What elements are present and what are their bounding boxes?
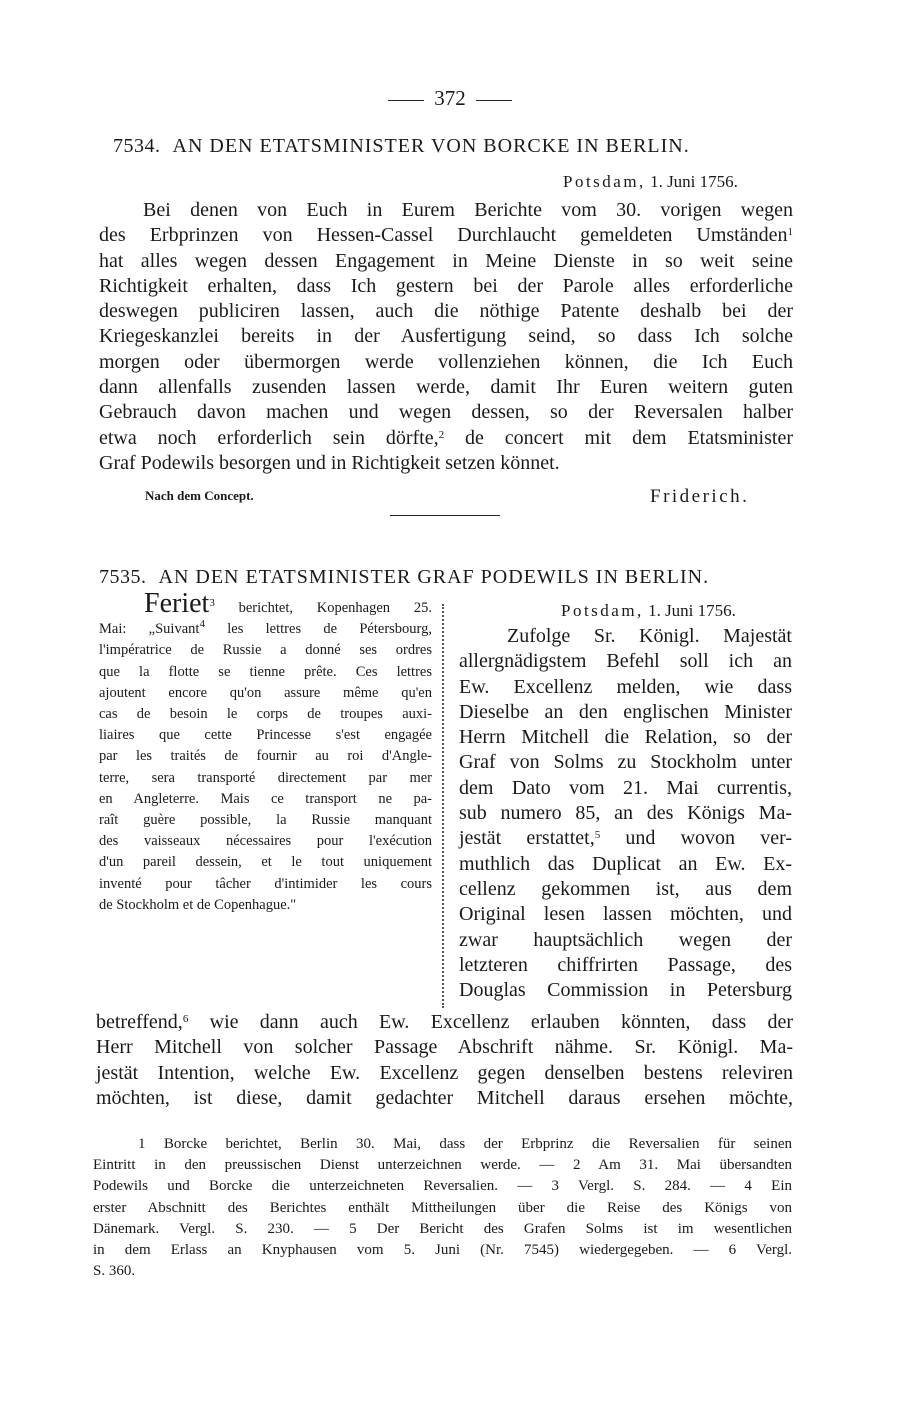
letter2-heading: [99, 566, 709, 589]
letter1-line-11: Graf Podewils besorgen und in Richtigkeit setzen könnet.: [99, 451, 560, 474]
summary-line-12: des vaisseaux nécessaires pour l'exécution: [99, 833, 432, 850]
letter1-line-5: deswegen publiciren lassen, auch die nöthige Patente deshalb bei der: [99, 300, 793, 323]
letter1-dateline: Potsdam, 1. Juni 1756.: [563, 172, 738, 191]
right-line-5: Herrn Mitchell die Relation, so der: [459, 726, 792, 749]
letter1-line-2: des Erbprinzen von Hessen-Cassel Durchlaucht gemeldeten Umständen$^1$: [99, 224, 793, 247]
right-line-15: Douglas Commission in Petersburg: [459, 979, 792, 1002]
footnotes: [93, 1134, 792, 1282]
right-line-14: letzteren chiffrirten Passage, des: [459, 953, 792, 976]
summary-line-13: d'un pareil dessein, et le tout uniquement: [99, 854, 432, 871]
summary-line-4: que la flotte se tienne prête. Ces lettres: [99, 663, 432, 680]
footnote-line-1: 1 Borcke berichtet, Berlin 30. Mai, dass der Erbprinz die Reversalien für seinen: [138, 1136, 792, 1152]
summary-line-9: terre, sera transporté directement par mer: [99, 769, 432, 786]
letter2-continuation: [96, 1010, 793, 1111]
letter2-right-column: [459, 624, 792, 1003]
right-line-12: Original lesen lassen möchten, und: [459, 903, 792, 926]
page-number: 372: [0, 86, 900, 111]
right-line-2: allergnädigstem Befehl soll ich an: [459, 650, 792, 673]
letter1-number: 7534.: [113, 135, 161, 157]
page-number-dash-right: [476, 100, 512, 101]
footnote-ref-1: 1: [787, 226, 793, 239]
summary-line-5: ajoutent encore qu'on assure même qu'en: [99, 684, 432, 701]
footnote-line-7: S. 360.: [93, 1263, 136, 1280]
letter1-line-1: Bei denen von Euch in Eurem Berichte vom 30. vorigen wegen: [143, 199, 793, 221]
full-line-3: jestät Intention, welche Ew. Excellenz gegen denselben bestens releviren: [96, 1061, 793, 1084]
right-line-1: Zufolge Sr. Königl. Majestät: [507, 625, 792, 647]
letter1-line-7: morgen oder übermorgen werde vollenziehen können, die Ich Euch: [99, 350, 793, 373]
summary-line-15: de Stockholm et de Copenhague.": [99, 896, 297, 913]
right-line-7: dem Dato vom 21. Mai currentis,: [459, 776, 792, 799]
right-line-11: cellenz gekommen ist, aus dem: [459, 877, 792, 900]
right-line-4: Dieselbe an den englischen Minister: [459, 700, 792, 723]
footnote-line-3: Podewils und Borcke die unterzeichneten Reversalien. — 3 Vergl. S. 284. — 4 Ein: [93, 1178, 792, 1195]
summary-line-6: cas de besoin le corps de troupes auxi-: [99, 706, 432, 723]
summary-line-3: l'impératrice de Russie a donné ses ordres: [99, 642, 432, 659]
report-summary-column: [99, 588, 432, 916]
letter2-title: AN DEN ETATSMINISTER GRAF PODEWILS IN BERLIN.: [158, 566, 710, 588]
column-divider: [442, 604, 444, 1008]
letter1-body: [99, 198, 793, 476]
right-line-8: sub numero 85, an des Königs Ma-: [459, 802, 792, 825]
right-line-3: Ew. Excellenz melden, wie dass: [459, 675, 792, 698]
footnote-line-6: in dem Erlass an Knyphausen vom 5. Juni (Nr. 7545) wiedergegeben. — 6 Vergl.: [93, 1242, 792, 1259]
letter1-line-3: hat alles wegen dessen Engagement in Meine Dienste in so weit seine: [99, 249, 793, 272]
footnote-line-5: Dänemark. Vergl. S. 230. — 5 Der Bericht des Grafen Solms ist im wesentlichen: [93, 1220, 792, 1237]
footnote-line-2: Eintritt in den preussischen Dienst unterzeichnen werde. — 2 Am 31. Mai übersandten: [93, 1157, 792, 1174]
summary-line-14: inventé pour tâcher d'intimider les cours: [99, 875, 432, 892]
full-line-4: möchten, ist diese, damit gedachter Mitchell daraus ersehen möchte,: [96, 1086, 793, 1109]
section-divider: [390, 515, 500, 516]
letter1-title: AN DEN ETATSMINISTER VON BORCKE IN BERLIN.: [172, 135, 690, 157]
letter1-line-6: Kriegeskanzlei bereits in der Ausfertigung seind, so dass Ich solche: [99, 325, 793, 348]
letter1-heading: [113, 135, 690, 158]
summary-line-10: en Angleterre. Mais ce transport ne pa-: [99, 790, 432, 807]
letter1-line-8: dann allenfalls zusenden lassen werde, damit Ihr Euren weitern guten: [99, 376, 793, 399]
source-note: Nach dem Concept.: [145, 488, 254, 503]
letter1-line-4: Richtigkeit erhalten, dass Ich gestern bei der Parole alles erforderliche: [99, 274, 793, 297]
footnote-line-4: erster Abschnitt des Berichtes enthält Mittheilungen über die Reise des Königs von: [93, 1199, 792, 1216]
signature: Friderich.: [650, 486, 750, 507]
right-line-9: jestät erstattet,$^5$ und wovon ver-: [459, 827, 792, 850]
summary-line-11: raît guère possible, la Russie manquant: [99, 812, 432, 829]
summary-line-7: liaires que cette Princesse s'est engagée: [99, 727, 432, 744]
full-line-2: Herr Mitchell von solcher Passage Abschrift nähme. Sr. Königl. Ma-: [96, 1036, 793, 1059]
summary-line-8: par les traités de fournir au roi d'Angle-: [99, 748, 432, 765]
letter2-number: 7535.: [99, 566, 147, 588]
right-line-10: muthlich das Duplicat an Ew. Ex-: [459, 852, 792, 875]
footnote-ref-5: 5: [594, 829, 601, 842]
summary-line-1: Feriet$^3$ berichtet, Kopenhagen 25.: [144, 588, 432, 619]
letter1-line-10: etwa noch erforderlich sein dörfte,$^2$ de concert mit dem Etatsminister: [99, 426, 793, 449]
footnote-ref-2: 2: [438, 428, 445, 441]
letter1-line-9: Gebrauch davon machen und wegen dessen, so der Reversalen halber: [99, 401, 793, 424]
letter2-dateline: Potsdam, 1. Juni 1756.: [561, 601, 736, 620]
page-number-dash-left: [388, 100, 424, 101]
summary-line-2: Mai: „Suivant$^4$ les lettres de Pétersbourg,: [99, 618, 432, 638]
full-line-1: betreffend,$^6$ wie dann auch Ew. Excellenz erlauben könnten, dass der: [96, 1011, 794, 1033]
right-line-6: Graf von Solms zu Stockholm unter: [459, 751, 792, 774]
footnote-ref-6: 6: [182, 1013, 189, 1025]
right-line-13: zwar hauptsächlich wegen der: [459, 928, 792, 951]
